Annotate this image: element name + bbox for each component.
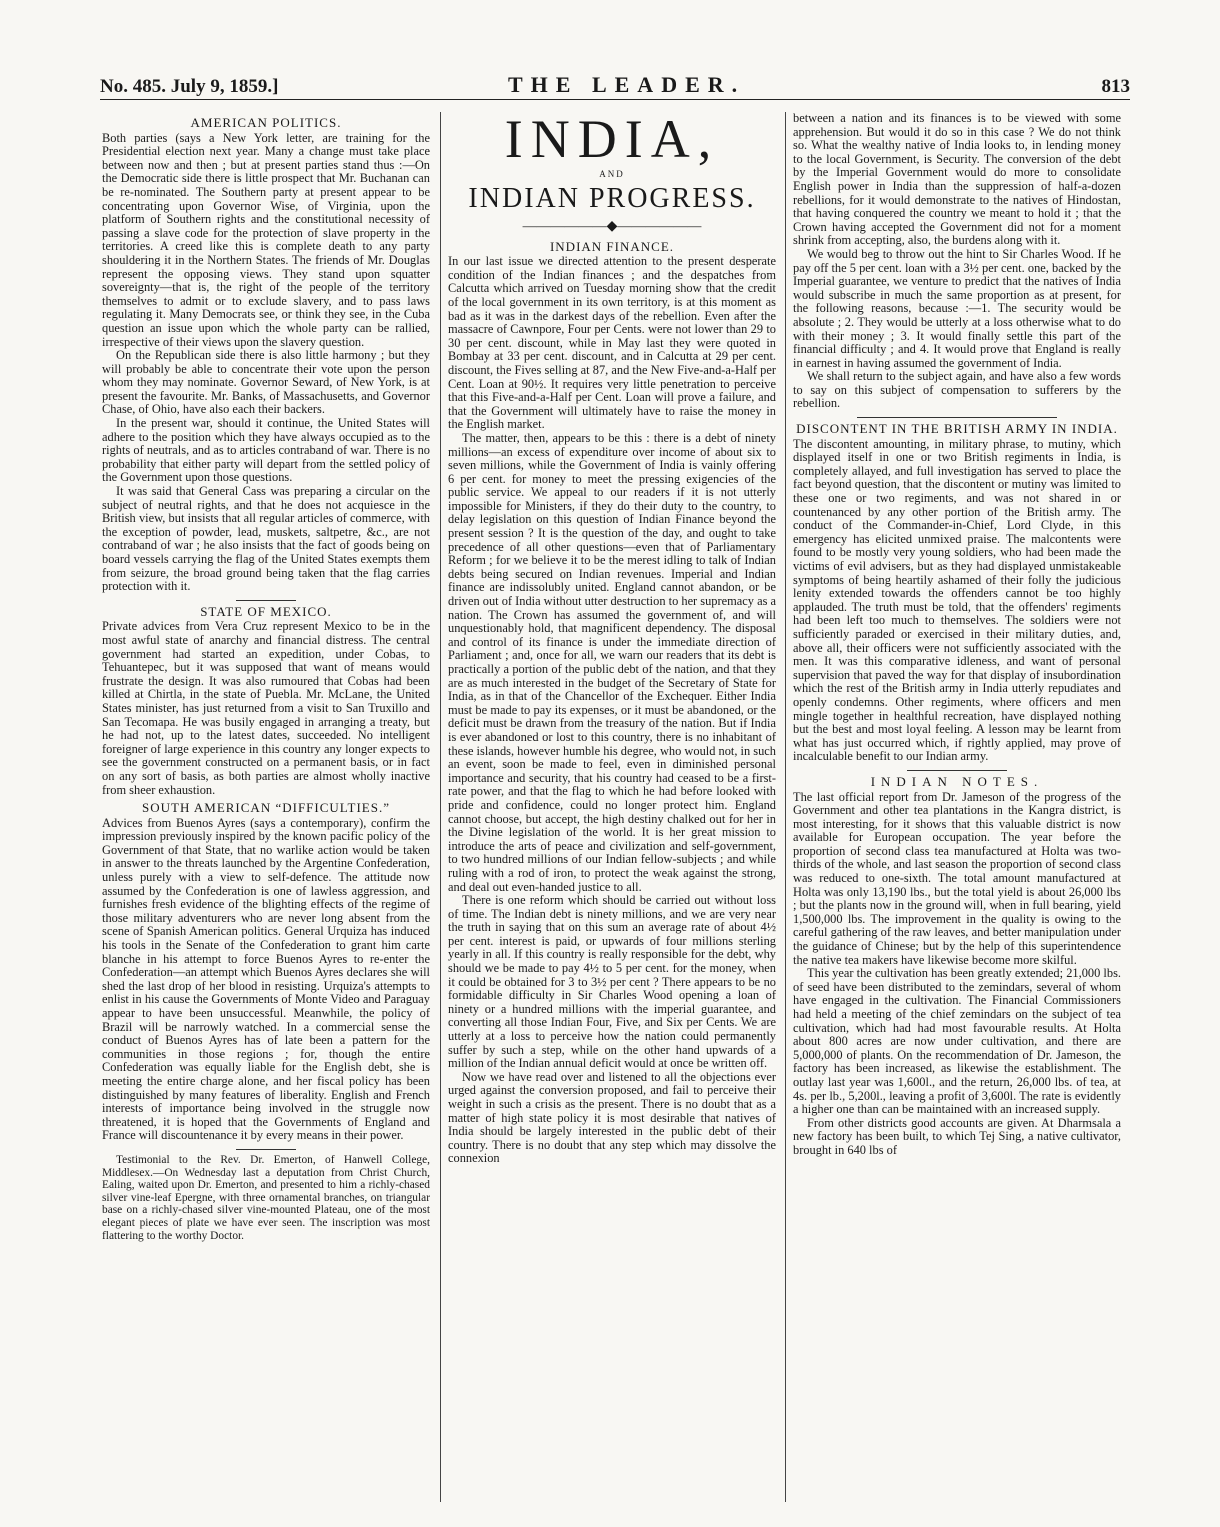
notes-para-2: This year the cultivation has been greatly extended; 21,000 lbs. of seed have been distributed to the zemindars, several of whom have engaged in the cultivation. The Financial Commissioners had held a meeting of the chief zemindars on the subject of tea cultivation, which had had most favourable results. At Holta about 800 acres are now under cultivation, and there are 5,000,000 of plants. On the recommendation of Dr. Jameson, the factory has been increased, as likewise the establishment. The outlay last year was 1,600l., and the return, 26,000 lbs. of tea, at 4s. per lb., 5,200l., leaving a profit of 3,600l. The rate is evidently a higher one than can be maintained with an increased supply. — [793, 966, 1121, 1117]
heading-south-american: SOUTH AMERICAN “DIFFICULTIES.” — [142, 800, 390, 816]
heading-discontent: DISCONTENT IN THE BRITISH ARMY IN INDIA. — [796, 421, 1118, 437]
finance-para-2: The matter, then, appears to be this : there is a debt of ninety millions—an excess of expenditure over income of about six to seven millions, while the Government of India is vainly offering 6 per cent. for money to meet the pressing exigencies of the public service. We appeal to our readers if it is not utterly impossible for Ministers, if they do their duty to the country, to delay legislation on this question of Indian Finance beyond the present session ? It is the question of the day, and ought to take precedence of all other questions—even that of Parliamentary Reform ; for we believe it to be the merest idling to talk of Indian debts being secured on Indian revenues. Imperial and Indian finance are indissolubly united. England cannot abandon, or be driven out of India without utter destruction to her supremacy as a nation. The Crown has assumed the government of, and will unquestionably hold, that magnificent dependency. The disposal and control of its finance is under the immediate direction of Parliament ; and, once for all, we warn our readers that its debt is practically a portion of the public debt of the nation, and that they are as much interested in the budget of the Secretary of State for India, as in that of the Chancellor of the Exchequer. Either India must be made to pay its expenses, or it must be abandoned, or the deficit must be drawn from the treasury of the nation. But if India is ever abandoned or lost to this country, there is no inhabitant of these islands, however humble his degree, who would not, in such an event, soon be made to feel, even in diminished personal importance and security, that his country had ceased to be a first-rate power, and that the flag to which he had before looked with pride and confidence, could no longer protect him. England cannot choose, but accept, the high destiny chalked out for her in the Divine legislation of the world. It is her great mission to introduce the arts of peace and civilization and self-government, to two hundred millions of our Indian fellow-subjects ; and while ruling with a rod of iron, to protect the weak against the strong, and deal out even-handed justice to all. — [448, 430, 776, 894]
column-divider-2 — [785, 112, 786, 1502]
american-politics-para-1: Both parties (says a New York letter, are training for the Presidential election next year. Many a change must take place between now and then ; but at present parties stand thus :—On the Democratic side there is little prospect that Mr. Buchanan can be re-nominated. The Southern party at present appear to be concentrating upon Governor Wise, of Virginia, upon the platform of Southern rights and the constitutional necessity of passing a slave code for the protection of slave property in the territories. A creed like this is complete death to any party shouldering it in the Northern States. The friends of Mr. Douglas represent the opposing views. They stand upon squatter sovereignty—that is, the right of the people of the territory themselves to admit or to exclude slavery, and to pass laws regulating it. Many Democrats see, or think they see, in the Cuba question an issue upon which the whole party can be rallied, irrespective of their views upon the slavery question. — [102, 130, 430, 349]
heading-indian-notes: INDIAN NOTES. — [870, 773, 1044, 789]
header-rule — [100, 99, 1130, 100]
section-rule — [236, 600, 296, 601]
testimonial-para: Testimonial to the Rev. Dr. Emerton, of Hanwell College, Middlesex.—On Wednesday last a deputation from Christ Church, Ealing, waited upon Dr. Emerton, and presented to him a richly-chased silver vine-leaf Epergne, with three ornamental branches, on triangular base on a richly-chased silver vine-mounted Plateau, one of the most elegant pieces of plate we have ever seen. The inscription was most flattering to the worthy Doctor. — [102, 1153, 430, 1242]
notes-para-1: The last official report from Dr. Jameson of the progress of the Government and other tea plantations in the Kangra district, is most interesting, for it shows that this valuable district is now available for European occupation. The year before the proportion of second class tea manufactured at Holta was two-thirds of the whole, and last season the proportion of second class was reduced to one-sixth. The total amount manufactured at Holta was only 13,190 lbs., but the total yield is about 26,000 lbs ; but the plants now in the ground will, when in full bearing, yield 1,500,000 lbs. The improvement in the quality is owing to the careful gathering of the raw leaves, and better manipulation under the guidance of Chinese; but by the help of this superintendence the native tea makers have likewise become more skilful. — [793, 789, 1121, 967]
heading-state-of-mexico: STATE OF MEXICO. — [200, 603, 332, 619]
indian-progress-title: INDIAN PROGRESS. — [468, 182, 756, 214]
finance-para-4: Now we have read over and listened to all the objections ever urged against the conversion proposed, and fail to perceive their weight in such a crisis as the present. There is no doubt that as a matter of high state policy it is most desirable that natives of India should be largely interested in the public debt of their country. There is no doubt that any step which may dissolve the connexion — [448, 1069, 776, 1166]
heading-american-politics: AMERICAN POLITICS. — [190, 115, 342, 130]
american-politics-para-2: On the Republican side there is also little harmony ; but they will probably be able to concentrate their vote upon the person whom they may nominate. Governor Seward, of New York, is at present the favourite. Mr. Banks, of Massachusetts, and Governor Chase, of Ohio, have also each their backers. — [102, 348, 430, 417]
india-title: INDIA, — [504, 112, 720, 169]
column-divider-1 — [440, 112, 441, 1502]
section-rule — [907, 770, 1007, 771]
column-2 — [448, 112, 776, 1502]
section-rule — [857, 417, 1057, 418]
column-3 — [793, 112, 1121, 1502]
notes-para-3: From other districts good accounts are given. At Dharmsala a new factory has been built, to which Tej Sing, a native cultivator, brought in 640 lbs of — [793, 1115, 1121, 1157]
column-1 — [102, 112, 430, 1502]
finance-continued-para-3: We shall return to the subject again, and have also a few words to say on this subject of compensation to sufferers by the rebellion. — [793, 369, 1121, 411]
discontent-para: The discontent amounting, in military phrase, to mutiny, which displayed itself in one or two British regiments in India, is completely allayed, and full investigation has served to place the fact beyond question, that the discontent or mutiny was limited to these one or two regiments, and was not shared in or countenanced by any other portion of the British army. The conduct of the Commander-in-Chief, Lord Clyde, in this emergency has elicited unmixed praise. The malcontents were found to be mostly very young soldiers, who had been made the victims of evil advisers, but as they had displayed unmistakeable symptoms of being heartily ashamed of their folly the judicious lenity extended towards the offenders cannot be too highly applauded. The truth must be told, that the offenders' regiments had been left too much to themselves. The soldiers were not sufficiently paraded or exercised in their military duties, and, above all, their officers were not sufficiently associated with the men. It was this comparative idleness, and want of personal supervision that paved the way for that display of insubordination which the rest of the British army in India utterly repudiates and openly condemns. Other regiments, where officers and men mingle together in healthful recreation, have displayed nothing but the best and most loyal feeling. A lesson may be learnt from what has just occurred which, if rightly applied, may prove of incalculable benefit to our Indian army. — [793, 436, 1121, 764]
section-rule — [236, 1149, 296, 1150]
issue-date: No. 485. July 9, 1859.] — [100, 76, 279, 97]
mexico-para: Private advices from Vera Cruz represent Mexico to be in the most awful state of anarchy and financial distress. The central government had started an expedition, under Cobas, to Tehuantepec, but it was supposed that want of means would frustrate the design. It was also rumoured that Cobas had been killed at Chirtla, in the state of Puebla. Mr. McLane, the United States minister, has just returned from a visit to San Truxillo and San Tecomapa. He was busily engaged in arranging a treaty, but he had not, up to the latest dates, succeeded. No intelligent foreigner of large experience in this country any longer expects to see the government constructed on a permanent basis, or in fact on any sort of basis, as both parties are almost wholly inactive from sheer exhaustion. — [102, 619, 430, 797]
south-american-para: Advices from Buenos Ayres (says a contemporary), confirm the impression previously inspired by the known pacific policy of the Government of that State, that no warlike action would be taken in answer to the threats launched by the Argentine Confederation, unless purely with a view to self-defence. The attitude now assumed by the Confederation is one of lawless aggression, and furnishes fresh evidence of the blighting effects of the regime of those military adventurers who are never long absent from the scene of Spanish American politics. General Urquiza has induced his tools in the Senate of the Confederation to grant him carte blanche in his attempt to force Buenos Ayres to re-enter the Confederation—an attempt which Buenos Ayres declares she will shed the last drop of her blood in resisting. Urquiza's attempts to enlist in his cause the Governments of Monte Video and Paraguay appear to have been unsuccessful. Meanwhile, the policy of Brazil will be narrowly watched. In a commercial sense the conduct of Buenos Ayres has of late been a pattern for the communities in those regions ; for, though the entire Confederation was equally liable for the English debt, she is meeting the entire charge alone, and her fiscal policy has been distinguished by many features of liberality. English and French interests of importance being involved in the struggle now threatened, it is hoped that the Governments of England and France will discountenance it by every means in their power. — [102, 815, 430, 1143]
finance-para-1: In our last issue we directed attention to the present desperate condition of the Indian finances ; and the despatches from Calcutta which arrived on Tuesday morning show that the credit of the local government in its own territory, is at this moment as bad as it was in the darkest days of the rebellion. Even after the massacre of Cawnpore, Four per Cents. were not lower than 29 to 30 per cent. discount, while in May last they were quoted in Bombay at 33 per cent. discount, and in Calcutta at 29 per cent. discount, the Fives selling at 87, and the New Five-and-a-Half per Cent. Loan at 90½. It requires very little penetration to perceive that this Five-and-a-Half per Cent. Loan will prove a failure, and that the Government will ultimately have to raise the money in the English market. — [448, 254, 776, 432]
ornament-rule-icon: ——————◆—————— — [522, 218, 702, 234]
newspaper-title: THE LEADER. — [508, 72, 746, 97]
heading-indian-finance: INDIAN FINANCE. — [549, 238, 675, 254]
finance-continued-para-2: We would beg to throw out the hint to Sir Charles Wood. If he pay off the 5 per cent. loan with a 3½ per cent. one, backed by the Imperial guarantee, we venture to predict that the natives of India would subscribe in much the same proportion as at present, for the following reasons, because :—1. The security would be absolute ; 2. They would be utterly at a loss otherwise what to do with their money ; 3. It would finally settle this part of the financial difficulty ; and 4. It would prove that England is really in earnest in having assumed the government of India. — [793, 246, 1121, 370]
finance-continued-para-1: between a nation and its finances is to be viewed with some apprehension. But would it do so in this case ? We do not think so. What the wealthy native of India looks to, in lending money to the local Government, is Security. The conversion of the debt by the Imperial Government would do more to consolidate English power in India than the suppression of half-a-dozen rebellions, for it would demonstrate to the natives of Hindostan, that having conquered the country we meant to hold it ; that the Crown having accepted the Government did not for a moment shrink from accepting, also, the burdens along with it. — [793, 112, 1121, 248]
masthead — [100, 72, 1130, 98]
and-word: AND — [599, 169, 625, 179]
american-politics-para-3: In the present war, should it continue, the United States will adhere to the position which they have always occupied as to the rights of neutrals, and as to articles contraband of war. There is no probability that either party will depart from the settled policy of the Government upon those questions. — [102, 416, 430, 485]
page-number: 813 — [1101, 76, 1130, 97]
american-politics-para-4: It was said that General Cass was preparing a circular on the subject of neutral rights, and that he does not acquiesce in the British view, but insists that all regular articles of commerce, with the exception of powder, lead, muskets, saltpetre, &c., are not contraband of war ; he also insists that the fact of goods being on board vessels carrying the flag of the United States exempts them from seizure, the broad ground being taken that the flag carries protection with it. — [102, 484, 430, 594]
finance-para-3: There is one reform which should be carried out without loss of time. The Indian debt is ninety millions, and we are very near the truth in saying that on this sum an average rate of about 4½ per cent. interest is paid, or upwards of four millions sterling yearly in all. If this country is really responsible for the debt, why should we be made to pay 4½ to 5 per cent. for the money, when it could be obtained for 3 to 3½ per cent ? There appears to be no formidable difficulty in Sir Charles Wood opening a loan of ninety or a hundred millions with the imperial guarantee, and converting all those Indian Four, Five, and Six per Cents. We are utterly at a loss to perceive how the nation could permanently suffer by such a step, while on the other hand upwards of a million of the Indian annual deficit would at once be written off. — [448, 893, 776, 1071]
